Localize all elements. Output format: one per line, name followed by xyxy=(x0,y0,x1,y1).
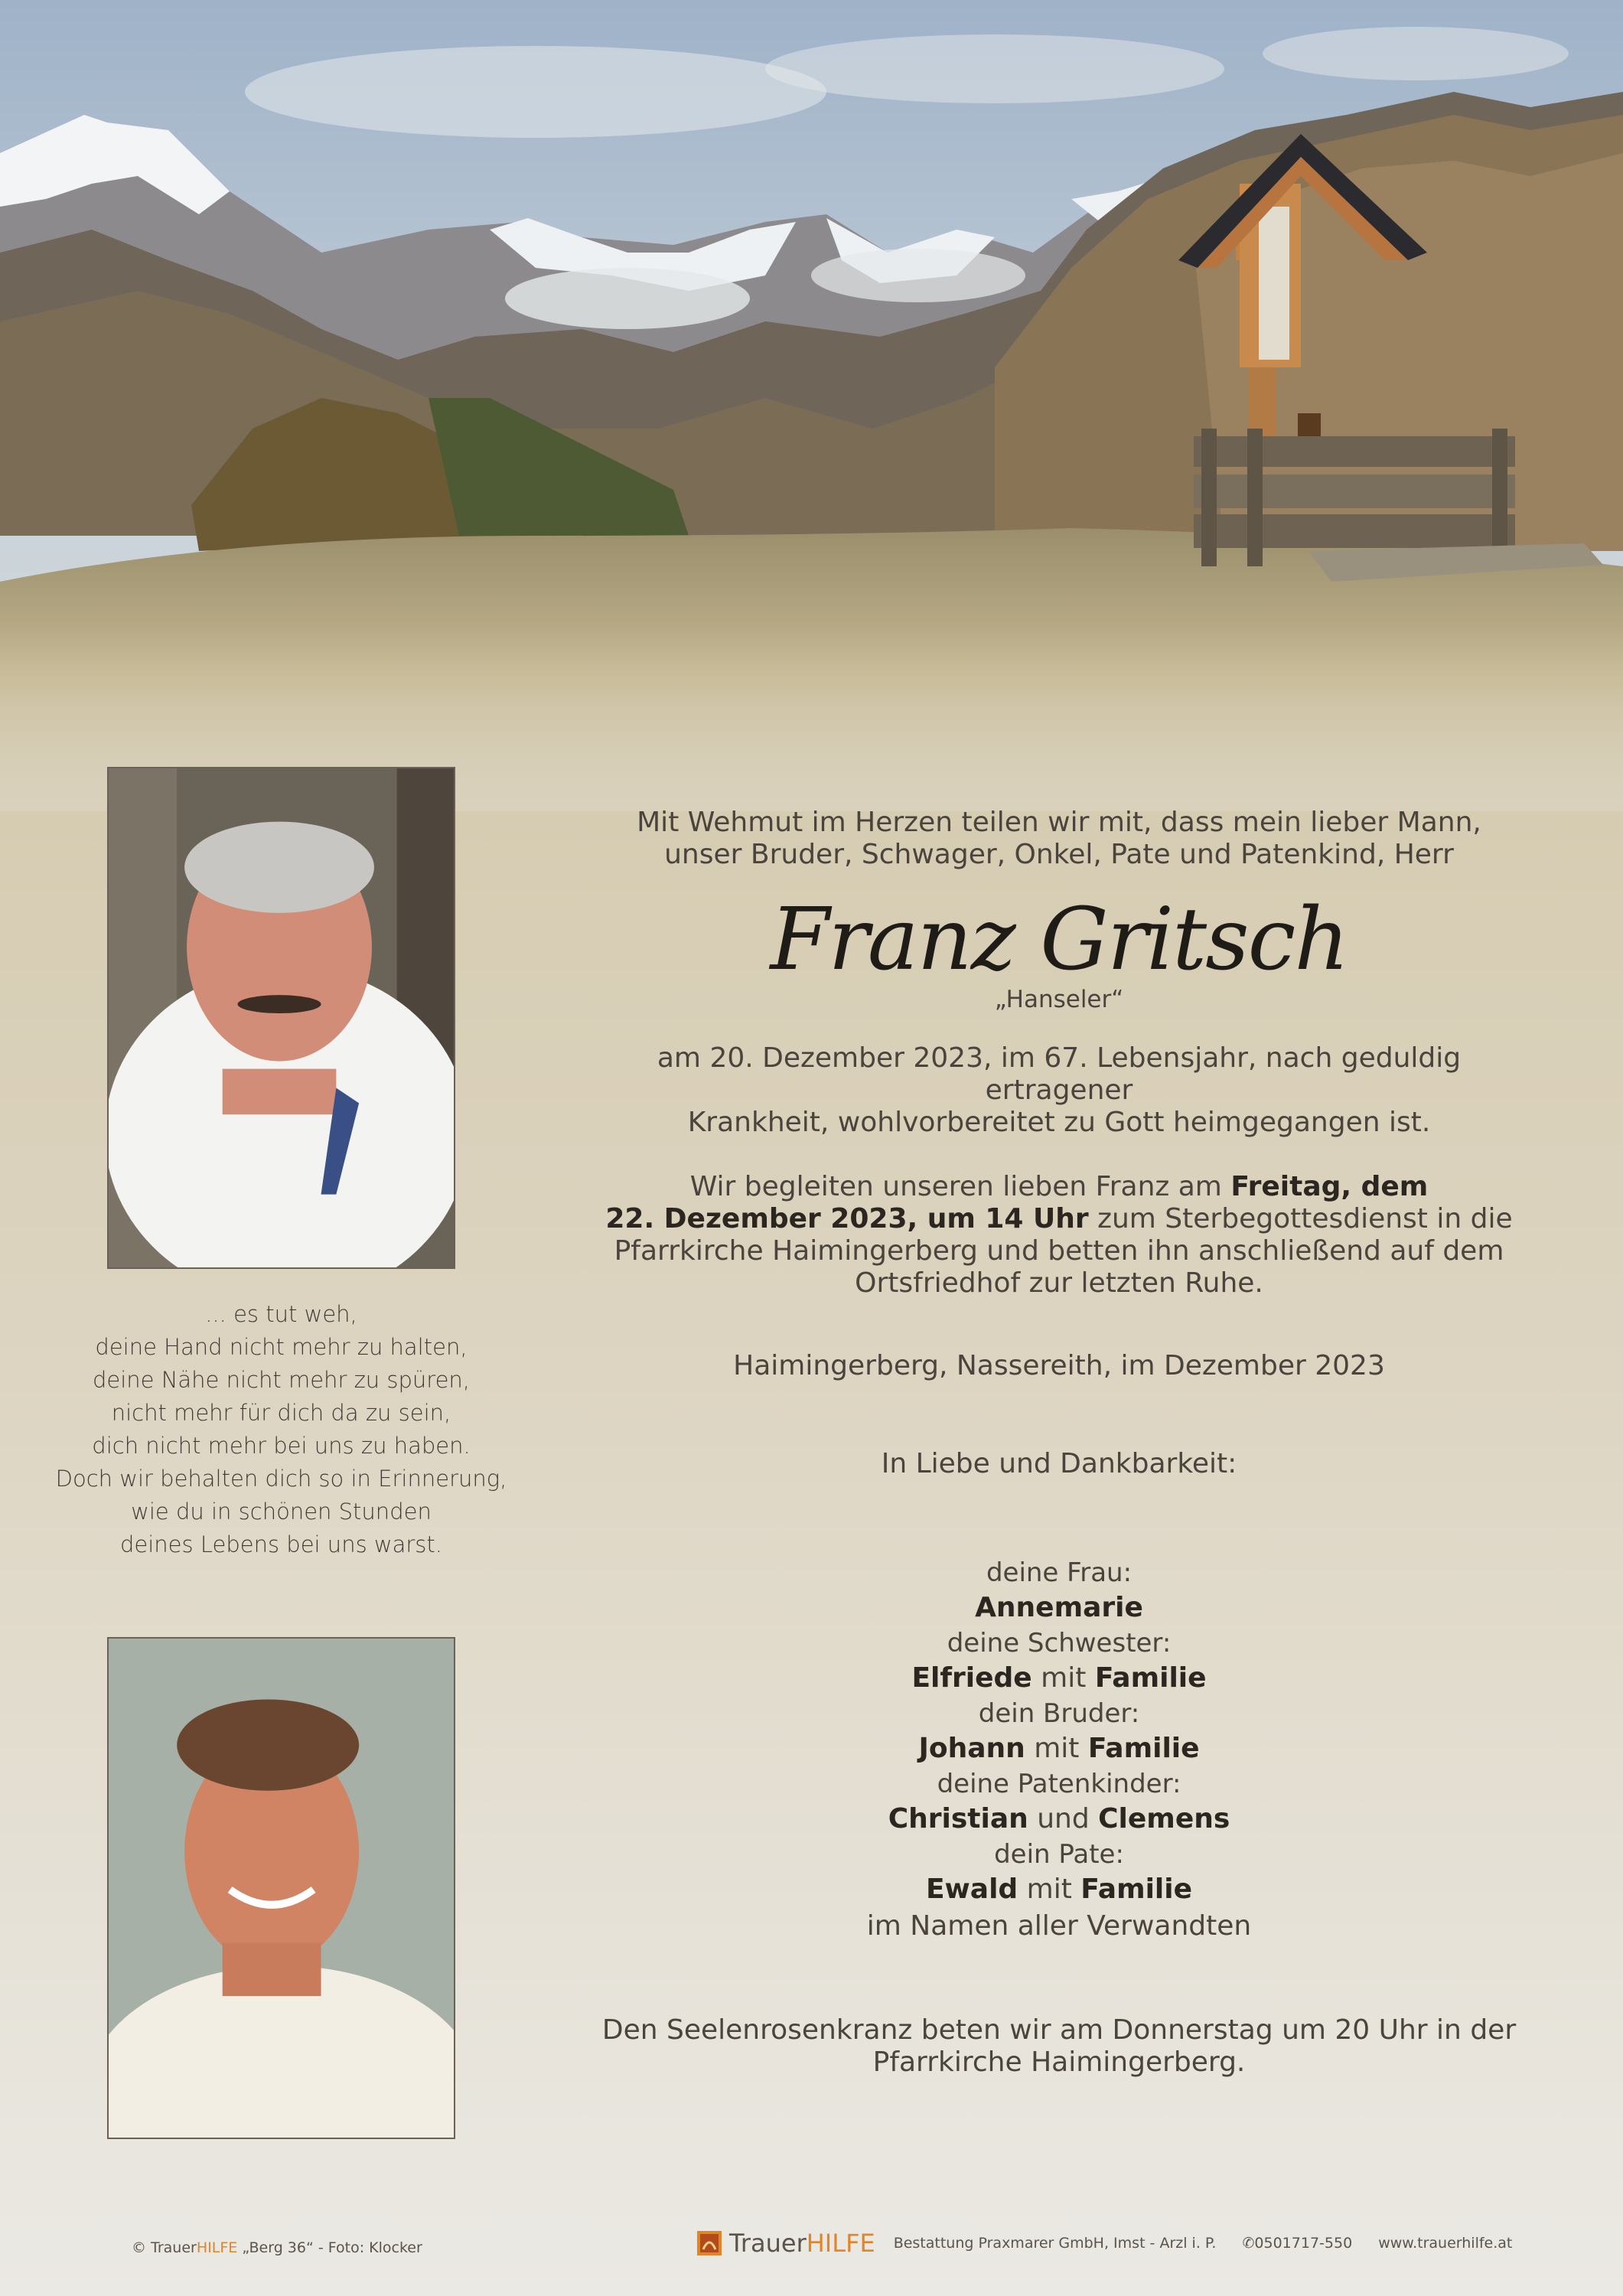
credit-brand: HILFE xyxy=(196,2239,238,2256)
rosary-line: Pfarrkirche Haimingerberg. xyxy=(872,2047,1246,2078)
funeral-line: Pfarrkirche Haimingerberg und betten ihn anschließend auf dem xyxy=(614,1235,1504,1267)
portrait-older-man-photo xyxy=(109,768,454,1267)
mountain-shrine-image xyxy=(0,0,1623,811)
family-list xyxy=(582,1555,1537,1945)
family-role: deine Schwester: xyxy=(947,1628,1172,1658)
family-name xyxy=(582,1661,1537,1696)
poem-line: deine Hand nicht mehr zu halten, xyxy=(95,1334,468,1360)
family-name-part: Elfriede xyxy=(911,1662,1032,1694)
deceased-nickname: „Hanseler“ xyxy=(994,986,1124,1013)
family-closing: im Namen aller Verwandten xyxy=(866,1910,1252,1942)
family-name-part: Familie xyxy=(1094,1662,1207,1694)
family-connector: mit xyxy=(1018,1874,1081,1905)
company-name: Bestattung Praxmarer GmbH, Imst - Arzl i. P. xyxy=(893,2235,1217,2252)
portrait-photo-younger xyxy=(107,1637,455,2139)
family-name-part: Ewald xyxy=(925,1874,1018,1905)
poem-line: deine Nähe nicht mehr zu spüren, xyxy=(92,1367,471,1393)
funeral-time: 22. Dezember 2023, um 14 Uhr xyxy=(605,1203,1089,1234)
intro-line: Mit Wehmut im Herzen teilen wir mit, dass mein lieber Mann, xyxy=(637,807,1481,838)
family-name-part: Christian xyxy=(888,1803,1028,1835)
family-name-part: Familie xyxy=(1080,1874,1193,1905)
family-name-part: Familie xyxy=(1087,1733,1200,1764)
poem-line: dich nicht mehr bei uns zu haben. xyxy=(92,1433,471,1459)
credit-suffix: „Berg 36“ - Foto: Klocker xyxy=(237,2239,422,2256)
death-notice xyxy=(582,1042,1537,1139)
poem-line: ... es tut weh, xyxy=(205,1301,357,1327)
image-credit xyxy=(132,2239,422,2256)
family-connector: mit xyxy=(1025,1733,1088,1764)
portrait-younger-man-photo xyxy=(109,1639,454,2138)
brand-name xyxy=(729,2229,875,2258)
family-name: Annemarie xyxy=(975,1592,1143,1623)
death-line: Krankheit, wohlvorbereitet zu Gott heimgegangen ist. xyxy=(687,1107,1431,1138)
family-role: deine Frau: xyxy=(986,1557,1133,1588)
landscape-header-image xyxy=(0,0,1623,811)
footer-brand xyxy=(697,2229,1533,2258)
poem-line: Doch wir behalten dich so in Erinnerung, xyxy=(55,1466,507,1492)
footer-info xyxy=(894,2235,1534,2252)
rosary-notice xyxy=(582,2014,1537,2079)
obituary-text xyxy=(582,807,1537,2079)
credit-prefix: © Trauer xyxy=(132,2239,197,2256)
family-name-part: Johann xyxy=(918,1733,1025,1764)
brand-name-part: Trauer xyxy=(729,2229,807,2258)
portrait-photo-older xyxy=(107,767,455,1269)
phone-number[interactable]: ✆0501717-550 xyxy=(1242,2235,1353,2252)
deceased-name: Franz Gritsch xyxy=(770,890,1348,990)
poem-line: nicht mehr für dich da zu sein, xyxy=(111,1400,451,1426)
funeral-line xyxy=(582,1171,1537,1203)
place-and-date: Haimingerberg, Nassereith, im Dezember 2023 xyxy=(733,1350,1385,1381)
intro-text xyxy=(582,807,1537,871)
family-name-part: Clemens xyxy=(1098,1803,1230,1835)
family-role: deine Patenkinder: xyxy=(937,1769,1181,1799)
trauerhilfe-logo-icon xyxy=(697,2231,722,2255)
love-line: In Liebe und Dankbarkeit: xyxy=(881,1448,1237,1479)
funeral-text: zum Sterbegottesdienst in die xyxy=(1088,1203,1513,1234)
death-line: am 20. Dezember 2023, im 67. Lebensjahr, nach geduldig ertragener xyxy=(657,1042,1462,1106)
website-link[interactable]: www.trauerhilfe.at xyxy=(1378,2235,1513,2252)
funeral-line xyxy=(582,1203,1537,1235)
brand-name-accent: HILFE xyxy=(806,2229,875,2258)
family-connector: mit xyxy=(1031,1662,1095,1694)
intro-line: unser Bruder, Schwager, Onkel, Pate und Patenkind, Herr xyxy=(664,839,1454,870)
funeral-date: Freitag, dem xyxy=(1230,1171,1429,1202)
funeral-notice xyxy=(582,1171,1537,1300)
memorial-poem xyxy=(31,1298,532,1561)
family-name xyxy=(582,1872,1537,1907)
funeral-text: Wir begleiten unseren lieben Franz am xyxy=(689,1171,1231,1202)
family-role: dein Bruder: xyxy=(978,1698,1140,1729)
rosary-line: Den Seelenrosenkranz beten wir am Donnerstag um 20 Uhr in der xyxy=(601,2014,1517,2046)
funeral-line: Ortsfriedhof zur letzten Ruhe. xyxy=(855,1267,1263,1299)
family-name xyxy=(582,1802,1537,1837)
family-role: dein Pate: xyxy=(994,1839,1124,1870)
family-name xyxy=(582,1731,1537,1766)
poem-line: wie du in schönen Stunden xyxy=(131,1499,432,1525)
poem-line: deines Lebens bei uns warst. xyxy=(119,1531,443,1557)
family-connector: und xyxy=(1028,1803,1099,1835)
